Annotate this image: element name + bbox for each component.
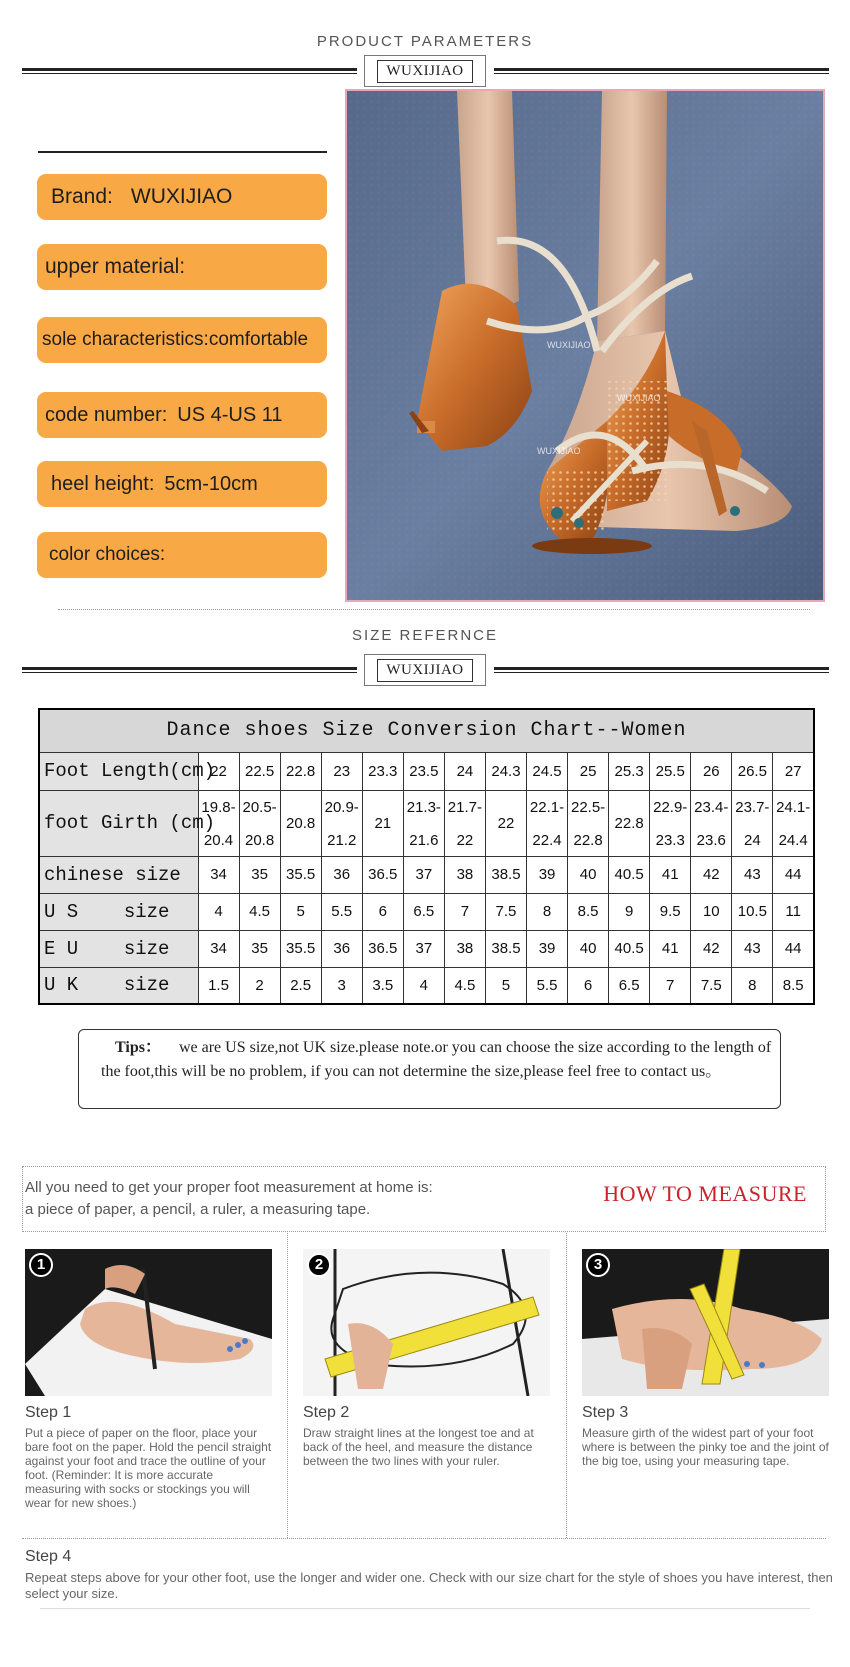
foot-girth-max: 20.8 [244, 831, 275, 849]
foot-girth-min: 20.9- [324, 798, 359, 816]
size-cell: 7 [444, 893, 485, 930]
size-reference-title: SIZE REFERNCE [351, 627, 498, 644]
size-cell: 37 [403, 930, 444, 967]
size-cell: 4 [403, 967, 444, 1004]
foot-girth-min: 19.8- [201, 798, 236, 816]
foot-girth-max: 24.4 [778, 831, 808, 849]
watermark-1: WUXIJIAO [547, 340, 591, 350]
step-2-description: Draw straight lines at the longest toe and at back of the heel, and measure the distance between the two lines with your ruler. [303, 1426, 534, 1468]
size-cell: 8.5 [568, 893, 609, 930]
param-upper-material [37, 244, 327, 290]
product-photo [345, 89, 825, 602]
foot-girth-max: 20.4 [203, 831, 234, 849]
size-cell: 2 [239, 967, 280, 1004]
step-separator-2 [566, 1233, 567, 1538]
header-rule-left [22, 68, 357, 71]
size-cell: 7.5 [691, 967, 732, 1004]
size-cell: 42 [691, 930, 732, 967]
foot-length-cell: 25.3 [609, 752, 650, 790]
foot-girth-min: 24.1- [776, 798, 811, 816]
step-2-image [303, 1249, 550, 1396]
foot-girth-max: 21.6 [409, 831, 439, 849]
size-cell: 8 [732, 967, 773, 1004]
us-size-row [39, 893, 814, 930]
size-cell: 4.5 [239, 893, 280, 930]
foot-girth-cell: 22 [485, 790, 526, 856]
size-cell: 6 [568, 967, 609, 1004]
photo-divider [58, 609, 810, 610]
param-upper-material-label: upper material: [45, 255, 186, 278]
size-cell: 40.5 [609, 930, 650, 967]
size-cell: 6 [362, 893, 403, 930]
size-cell: 5.5 [527, 967, 568, 1004]
foot-girth-cell [568, 790, 609, 856]
step-1-image [25, 1249, 272, 1396]
foot-length-label: Foot Length(cm) [39, 752, 198, 790]
size-cell: 7.5 [485, 893, 526, 930]
size-cell: 6.5 [403, 893, 444, 930]
step-3-number: 3 [586, 1253, 610, 1277]
footer-divider [40, 1608, 810, 1609]
foot-girth-cell [239, 790, 280, 856]
step-3-title: Step 3 [582, 1404, 629, 1421]
uk-size-row [39, 967, 814, 1004]
size-cell: 4 [198, 893, 239, 930]
size-conversion-table [38, 708, 815, 1005]
size-chart-title: Dance shoes Size Conversion Chart--Women [39, 709, 814, 752]
foot-length-cell: 26 [691, 752, 732, 790]
foot-girth-cell: 20.8 [280, 790, 321, 856]
step-2-number: 2 [307, 1253, 331, 1277]
size-cell: 6.5 [609, 967, 650, 1004]
size-cell: 36 [321, 856, 362, 893]
size-cell: 34 [198, 930, 239, 967]
watermark-3: WUXIJIAO [537, 446, 581, 456]
foot-length-cell: 23 [321, 752, 362, 790]
size-cell: 37 [403, 856, 444, 893]
foot-girth-min: 21.7- [447, 798, 482, 816]
size-brand-logo [364, 654, 486, 686]
param-brand-label: Brand: [51, 185, 113, 208]
size-cell: 38.5 [485, 856, 526, 893]
foot-girth-max: 23.6 [696, 831, 726, 849]
size-cell: 36 [321, 930, 362, 967]
foot-length-cell: 23.3 [362, 752, 403, 790]
watermark-2: WUXIJIAO [617, 393, 661, 403]
size-cell: 44 [773, 930, 814, 967]
step-1-description: Put a piece of paper on the floor, place your bare foot on the paper. Hold the pencil straight against your foot and trace the outline of your foot. (Reminder: It is more accurate measuring with socks or stockings you will wear for new shoes.) [25, 1426, 272, 1510]
step-1-illustration [25, 1249, 272, 1396]
tips-box [78, 1029, 781, 1109]
dance-shoe-illustration [347, 91, 825, 602]
brand-logo [364, 55, 486, 87]
size-rule-right [494, 667, 829, 670]
foot-girth-min: 23.4- [694, 798, 729, 816]
chinese-size-label: chinese size [39, 856, 198, 893]
param-code-number-value: US 4-US 11 [177, 403, 283, 426]
foot-girth-max: 22.8 [573, 831, 603, 849]
size-cell: 5.5 [321, 893, 362, 930]
step-1 [25, 1249, 272, 1510]
tips-label: Tips： [115, 1039, 161, 1056]
tips-text: we are US size,not UK size.please note.or you can choose the size according to the length of the foot,this will be no problem, if you can not determine the size,please feel free to contact us。 [101, 1039, 772, 1080]
foot-girth-label: foot Girth (cm) [39, 790, 198, 856]
step-3-illustration [582, 1249, 829, 1396]
foot-girth-max: 22 [456, 831, 474, 849]
foot-girth-cell [691, 790, 732, 856]
param-brand-value: WUXIJIAO [130, 185, 233, 208]
param-color-choices-label: color choices: [49, 544, 166, 565]
size-cell: 35.5 [280, 930, 321, 967]
step-2-illustration [303, 1249, 550, 1396]
params-divider [38, 151, 327, 153]
step-2 [303, 1249, 550, 1468]
foot-length-cell: 22.8 [280, 752, 321, 790]
size-cell: 3.5 [362, 967, 403, 1004]
size-cell: 44 [773, 856, 814, 893]
size-cell: 9.5 [650, 893, 691, 930]
foot-girth-cell [444, 790, 485, 856]
foot-length-cell: 23.5 [403, 752, 444, 790]
foot-length-cell: 22 [198, 752, 239, 790]
step4-divider [22, 1538, 826, 1539]
step-1-title: Step 1 [25, 1404, 72, 1421]
brand-logo-text: WUXIJIAO [377, 60, 472, 83]
size-cell: 10.5 [732, 893, 773, 930]
measure-header [22, 1166, 826, 1232]
size-cell: 5 [485, 967, 526, 1004]
size-cell: 35 [239, 930, 280, 967]
foot-length-cell: 24.3 [485, 752, 526, 790]
foot-length-cell: 22.5 [239, 752, 280, 790]
size-cell: 38 [444, 930, 485, 967]
size-cell: 40 [568, 856, 609, 893]
foot-girth-row [39, 790, 814, 856]
size-cell: 40.5 [609, 856, 650, 893]
size-cell: 7 [650, 967, 691, 1004]
size-cell: 9 [609, 893, 650, 930]
size-cell: 41 [650, 930, 691, 967]
foot-girth-max: 24 [744, 831, 761, 849]
how-to-measure-heading: HOW TO MEASURE [603, 1181, 807, 1206]
step-separator-1 [287, 1233, 288, 1538]
size-cell: 35 [239, 856, 280, 893]
foot-girth-cell [650, 790, 691, 856]
step-3-image [582, 1249, 829, 1396]
size-cell: 34 [198, 856, 239, 893]
size-cell: 41 [650, 856, 691, 893]
size-cell: 43 [732, 930, 773, 967]
param-brand [37, 174, 327, 220]
foot-girth-cell [527, 790, 568, 856]
size-cell: 36.5 [362, 856, 403, 893]
foot-girth-max: 22.4 [532, 831, 562, 849]
size-rule-left-thin [22, 672, 357, 673]
param-code-number-label: code number: [45, 403, 168, 426]
foot-girth-max: 21.2 [327, 831, 357, 849]
step-3-description: Measure girth of the widest part of your foot where is between the pinky toe and the joint of the big toe, using your measuring tape. [582, 1426, 829, 1468]
param-color-choices [37, 532, 327, 578]
foot-girth-max: 23.3 [655, 831, 685, 849]
step-1-number: 1 [29, 1253, 53, 1277]
param-code-number [37, 392, 327, 438]
size-brand-logo-text: WUXIJIAO [377, 659, 472, 682]
size-cell: 35.5 [280, 856, 321, 893]
foot-girth-cell [732, 790, 773, 856]
param-heel-height [37, 461, 327, 507]
size-cell: 5 [280, 893, 321, 930]
size-cell: 43 [732, 856, 773, 893]
step-4-title: Step 4 [25, 1548, 72, 1565]
header-rule-right-thin [494, 73, 829, 74]
step-3 [582, 1249, 829, 1468]
size-cell: 3 [321, 967, 362, 1004]
foot-girth-cell [773, 790, 814, 856]
size-rule-left [22, 667, 357, 670]
size-cell: 11 [773, 893, 814, 930]
foot-girth-cell [321, 790, 362, 856]
foot-girth-cell: 22.8 [609, 790, 650, 856]
header-rule-left-thin [22, 73, 357, 74]
param-heel-height-value: 5cm-10cm [164, 472, 258, 495]
eu-size-row [39, 930, 814, 967]
size-cell: 2.5 [280, 967, 321, 1004]
size-cell: 1.5 [198, 967, 239, 1004]
foot-girth-min: 22.9- [653, 798, 688, 816]
chinese-size-row [39, 856, 814, 893]
foot-girth-min: 20.5- [242, 798, 277, 816]
foot-girth-cell [403, 790, 444, 856]
foot-girth-min: 22.1- [529, 798, 565, 816]
foot-length-cell: 27 [773, 752, 814, 790]
foot-girth-min: 23.7- [735, 798, 770, 816]
param-sole [37, 317, 327, 363]
size-cell: 8 [527, 893, 568, 930]
size-cell: 39 [527, 856, 568, 893]
foot-girth-min: 21.3- [406, 798, 441, 816]
size-cell: 4.5 [444, 967, 485, 1004]
foot-length-cell: 24.5 [527, 752, 568, 790]
size-cell: 39 [527, 930, 568, 967]
foot-length-cell: 24 [444, 752, 485, 790]
product-parameters-title: PRODUCT PARAMETERS [316, 33, 534, 50]
step-2-title: Step 2 [303, 1404, 350, 1421]
eu-size-label: E U size [39, 930, 198, 967]
size-cell: 40 [568, 930, 609, 967]
size-cell: 38.5 [485, 930, 526, 967]
size-cell: 10 [691, 893, 732, 930]
step-4-description: Repeat steps above for your other foot, use the longer and wider one. Check with our size chart for the style of shoes you have interest, then select your size. [25, 1570, 833, 1601]
foot-girth-min: 22.5- [570, 798, 606, 816]
foot-girth-cell: 21 [362, 790, 403, 856]
header-rule-right [494, 68, 829, 71]
us-size-label: U S size [39, 893, 198, 930]
size-cell: 36.5 [362, 930, 403, 967]
uk-size-label: U K size [39, 967, 198, 1004]
param-heel-height-label: heel height: [51, 472, 155, 495]
foot-length-cell: 25 [568, 752, 609, 790]
param-sole-label: sole characteristics:comfortable [42, 329, 309, 350]
foot-length-cell: 26.5 [732, 752, 773, 790]
size-rule-right-thin [494, 672, 829, 673]
size-cell: 42 [691, 856, 732, 893]
size-cell: 38 [444, 856, 485, 893]
measure-intro [25, 1177, 433, 1221]
measure-intro-line1: All you need to get your proper foot measurement at home is: [25, 1179, 433, 1196]
foot-length-cell: 25.5 [650, 752, 691, 790]
size-cell: 8.5 [773, 967, 814, 1004]
foot-length-row [39, 752, 814, 790]
measure-intro-line2: a piece of paper, a pencil, a ruler, a measuring tape. [25, 1201, 371, 1218]
